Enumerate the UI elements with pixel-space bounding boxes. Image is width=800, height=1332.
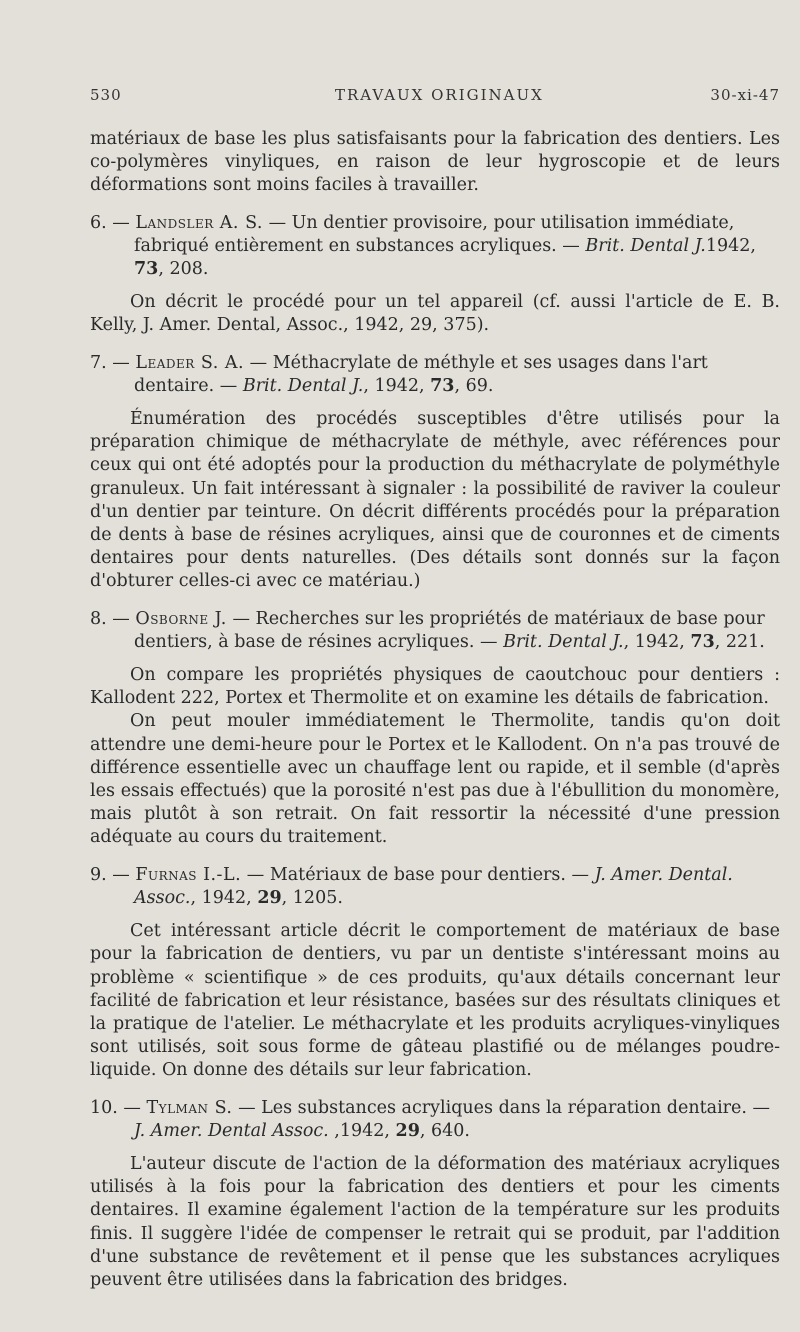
ref-author: Osborne J.	[135, 608, 227, 629]
ref-year: , 1942,	[363, 375, 425, 396]
ref-title: Un dentier provisoire, pour utilisation immédiate, fabriqué entièrement en substances acryliques.	[134, 212, 735, 256]
ref-author: Landsler A. S.	[135, 212, 263, 233]
ref-journal: Brit. Dental J.	[503, 631, 624, 652]
ref-summary-9: Cet intéressant article décrit le comportement de matériaux de base pour la fabrication de dentiers, vu par un dentiste s'intéressant moins au problème « scientifique » de ces produits, qu'aux détails concernant leur facilité de fabrication et leur résistance, basées sur des résultats cliniques et la pratique de l'atelier. Le méthacrylate et les produits acryliques-vinyliques sont utilisés, soit sous forme de gâteau plastifié ou de mélanges poudre-liquide. On donne des détails sur leur fabrication.	[90, 921, 780, 1081]
ref-number: 10.	[90, 1097, 118, 1118]
running-title: TRAVAUX ORIGINAUX	[335, 86, 544, 104]
ref-pages: , 221.	[714, 631, 765, 652]
header-date: 30-xi-47	[710, 86, 780, 104]
ref-number: 6.	[90, 212, 107, 233]
ref-volume: 73	[690, 631, 715, 652]
ref-author: Leader S. A.	[135, 352, 245, 373]
ref-summary-10: L'auteur discute de l'action de la déformation des matériaux acryliques utilisés à la fois pour la fabrication des dentiers et pour les ciments dentaires. Il examine également l'action de la température sur les produits finis. Il suggère l'idée de compenser le retrait qui se produit, par l'addition d'une substance de revêtement et il pense que les substances acryliques peuvent être utilisées dans la fabrication des bridges.	[90, 1153, 780, 1290]
page-body	[90, 128, 780, 1292]
ref-title: Méthacrylate de méthyle et ses usages dans l'art dentaire.	[134, 352, 708, 396]
ref-journal: Brit. Dental J.	[585, 235, 706, 256]
ref-pages: , 208.	[158, 259, 209, 280]
ref-year: 1942,	[705, 235, 756, 256]
ref-author: Furnas I.-L.	[135, 864, 242, 885]
ref-author: Tylman S.	[146, 1097, 233, 1118]
ref-pages: , 69.	[454, 375, 494, 396]
ref-year: ,1942,	[328, 1120, 390, 1141]
ref-volume: 73	[134, 259, 159, 280]
ref-journal: Brit. Dental J.	[242, 375, 364, 396]
reference-entry-6: 6. — Landsler A. S. — Un dentier provisoire, pour utilisation immédiate, fabriqué entièrement en substances acryliques. — Brit. Dental J.1942, 73, 208.	[90, 212, 756, 280]
page-number: 530	[90, 86, 122, 104]
ref-volume: 73	[430, 375, 455, 396]
intro-paragraph: matériaux de base les plus satisfaisants pour la fabrication des dentiers. Les co-polymères vinyliques, en raison de leur hygroscopie et de leurs déformations sont moins faciles à travailler.	[90, 129, 780, 196]
ref-number: 7.	[90, 352, 107, 373]
ref-pages: , 1205.	[281, 887, 343, 908]
reference-entry-10: 10. — Tylman S. — Les substances acryliques dans la réparation dentaire. — J. Amer. Dental Assoc. ,1942, 29, 640.	[90, 1097, 771, 1141]
ref-title: Matériaux de base pour dentiers.	[269, 864, 566, 885]
ref-pages: , 640.	[419, 1120, 470, 1141]
ref-year: , 1942,	[190, 887, 252, 908]
ref-journal: J. Amer. Dental. Assoc.	[134, 864, 733, 908]
ref-number: 9.	[90, 864, 107, 885]
ref-title: Les substances acryliques dans la réparation dentaire.	[261, 1097, 747, 1118]
ref-number: 8.	[90, 608, 107, 629]
ref-volume: 29	[395, 1120, 420, 1141]
ref-summary-6: On décrit le procédé pour un tel appareil (cf. aussi l'article de E. B. Kelly, J. Amer. Dental, Assoc., 1942, 29, 375).	[90, 292, 780, 336]
ref-journal: J. Amer. Dental Assoc.	[134, 1120, 329, 1141]
reference-entry-9: 9. — Furnas I.-L. — Matériaux de base pour dentiers. — J. Amer. Dental. Assoc., 1942, 29, 1205.	[90, 864, 733, 908]
ref-title: Recherches sur les propriétés de matériaux de base pour dentiers, à base de résines acryliques.	[134, 608, 765, 652]
ref-summary-8b: On peut mouler immédiatement le Thermolite, tandis qu'on doit attendre une demi-heure pour le Portex et le Kallodent. On n'a pas trouvé de différence essentielle avec un chauffage lent ou rapide, et il semble (d'après les essais effectués) que la porosité n'est pas due à l'ébullition du monomère, mais plutôt à son retrait. On fait ressortir la nécessité d'une pression adéquate au cours du traitement.	[90, 711, 780, 848]
ref-volume: 29	[257, 887, 282, 908]
reference-entry-8: 8. — Osborne J. — Recherches sur les propriétés de matériaux de base pour dentiers, à base de résines acryliques. — Brit. Dental J., 1942, 73, 221.	[90, 608, 765, 652]
ref-summary-7: Énumération des procédés susceptibles d'être utilisés pour la préparation chimique de méthacrylate de méthyle, avec références pour ceux qui ont été adoptés pour la production du méthacrylate de polyméthyle granuleux. Un fait intéressant à signaler : la possibilité de raviver la couleur d'un dentier par teinture. On décrit différents procédés pour la préparation de dents à base de résines acryliques, ainsi que de couronnes et de ciments dentaires pour dents naturelles. (Des détails sont donnés sur la façon d'obturer celles-ci avec ce matériau.)	[90, 409, 780, 592]
ref-year: , 1942,	[623, 631, 685, 652]
ref-summary-8a: On compare les propriétés physiques de caoutchouc pour dentiers : Kallodent 222, Portex et Thermolite et on examine les détails de fabrication.	[90, 665, 780, 709]
reference-entry-7: 7. — Leader S. A. — Méthacrylate de méthyle et ses usages dans l'art dentaire. — Brit. Dental J., 1942, 73, 69.	[90, 352, 708, 396]
